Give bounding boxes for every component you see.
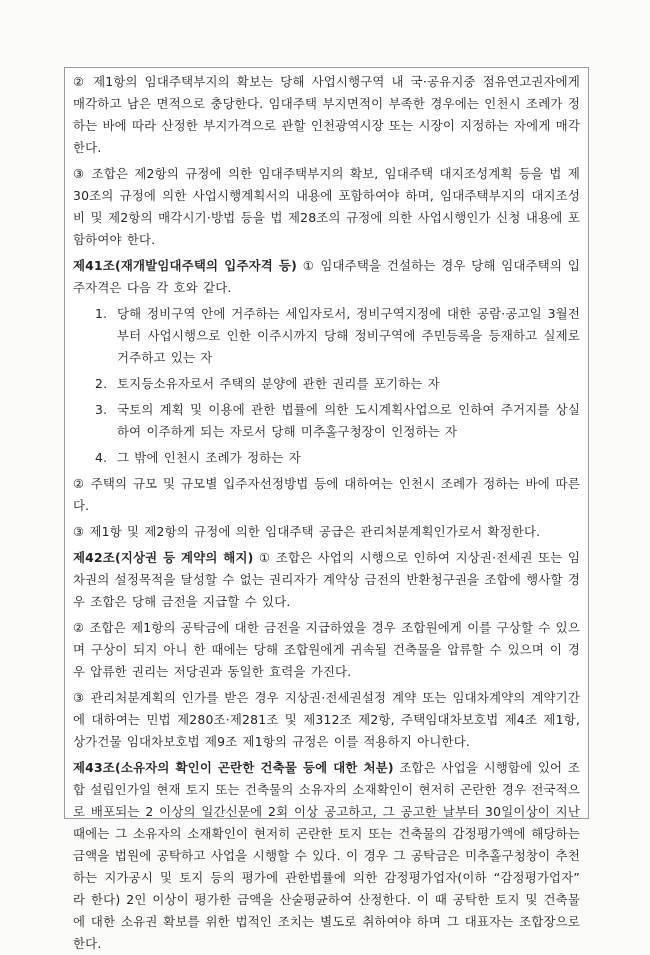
article-43 — [73, 757, 580, 955]
article-42-body: ① 조합은 사업의 시행으로 인하여 지상권·전세권 또는 임차권의 설정목적을 달성할 수 없는 권리자가 계약상 금전의 반환청구권을 조합에 행사할 경우 조합은 당해 금전을 지급할 수 있다. — [73, 550, 580, 609]
list-item-text: 그 밖에 인천시 조례가 정하는 자 — [117, 450, 301, 465]
document-page — [64, 67, 589, 951]
paragraph-41-3: ③ 조합은 제2항의 규정에 의한 임대주택부지의 확보, 임대주택 대지조성계획 등을 법 제30조의 규정에 의한 사업시행계획서의 내용에 포함하여야 하며, 임대주택부지의 대지조성비 및 제2항의 매각시기·방법 등을 법 제28조의 규정에 의한 사업시행인가 신청 내용에 포함하여야 한다. — [73, 166, 580, 247]
list-item — [73, 303, 580, 369]
list-item-number: 3. — [95, 402, 108, 417]
article-41 — [73, 255, 580, 299]
list-item-number: 1. — [95, 306, 108, 321]
article-43-title: 제43조(소유자의 확인이 곤란한 건축물 등에 대한 처분) — [73, 760, 394, 775]
list-item-text: 당해 정비구역 안에 거주하는 세입자로서, 정비구역지정에 대한 공람·공고일 3월전부터 사업시행으로 인한 이주시까지 당해 정비구역에 주민등록을 등재하고 실제로 거주하고 있는 자 — [117, 306, 580, 365]
list-item-text: 토지등소유자로서 주택의 분양에 관한 권리를 포기하는 자 — [117, 376, 440, 391]
article-42-title: 제42조(지상권 등 계약의 해지) — [73, 550, 254, 565]
paragraph-41-item2: ② 주택의 규모 및 규모별 입주자선정방법 등에 대하여는 인천시 조례가 정하는 바에 따른다. — [73, 476, 580, 513]
article-41-title: 제41조(재개발임대주택의 입주자격 등) — [73, 258, 298, 273]
list-item — [73, 447, 580, 469]
list-item — [73, 373, 580, 395]
article-43-body: 조합은 사업을 시행함에 있어 조합 설립인가일 현재 토지 또는 건축물의 소유자의 소재확인이 현저히 곤란한 경우 전국적으로 배포되는 2 이상의 일간신문에 2회 이상 공고하고, 그 공고한 날부터 30일이상이 지난 때에는 그 소유자의 소재확인이 현저히 곤란한 토지 또는 건축물의 감정평가액에 해당하는 금액을 법원에 공탁하고 사업을 시행할 수 있다. 이 경우 그 공탁금은 미추홀구청창이 추천하는 지가공시 및 토지 등의 평가에 관한법률에 의한 감정평가업자(이하 “감정평가업자” 라 한다) 2인 이상이 평가한 금액을 산술평균하여 산정한다. 이 때 공탁한 토지 및 건축물에 대한 소유권 확보를 위한 법적인 조치는 별도로 취하여야 하며 그 대표자는 조합장으로 한다. — [73, 760, 580, 951]
paragraph-41-2: ② 제1항의 임대주택부지의 확보는 당해 사업시행구역 내 국·공유지중 점유연고권자에게 매각하고 남은 면적으로 충당한다. 임대주택 부지면적이 부족한 경우에는 인천시 조례가 정하는 바에 따라 산정한 부지가격으로 관할 인천광역시장 또는 시장이 지정하는 자에게 매각한다. — [73, 74, 580, 155]
paragraph-41-item3: ③ 제1항 및 제2항의 규정에 의한 임대주택 공급은 관리처분계획인가로서 확정한다. — [73, 524, 541, 539]
list-item-text: 국토의 계획 및 이용에 관한 법률에 의한 도시계획사업으로 인하여 주거지를 상실하여 이주하게 되는 자로서 당해 미추홀구청장이 인정하는 자 — [117, 402, 580, 439]
list-item-number: 2. — [95, 376, 108, 391]
article-41-body: ① 임대주택을 건설하는 경우 당해 임대주택의 입주자격은 다음 각 호와 같다. — [73, 258, 581, 295]
paragraph-42-3: ③ 관리처분계획의 인가를 받은 경우 지상권·전세권설정 계약 또는 임대차계약의 계약기간에 대하여는 민법 제280조·제281조 및 제312조 제2항, 주택임대차보호법 제4조 제1항, 상가건물 임대차보호법 제9조 제1항의 규정은 이를 적용하지 아니한다. — [73, 690, 580, 749]
paragraph-42-2: ② 조합은 제1항의 공탁금에 대한 금전을 지급하였을 경우 조합원에게 이를 구상할 수 있으며 구상이 되지 아니 한 때에는 당해 조합원에게 귀속될 건축물을 압류할 수 있으며 이 경우 압류한 권리는 저당권과 동일한 효력을 가진다. — [73, 620, 580, 679]
list-item — [73, 399, 580, 443]
article-42 — [73, 547, 580, 613]
list-item-number: 4. — [95, 450, 108, 465]
